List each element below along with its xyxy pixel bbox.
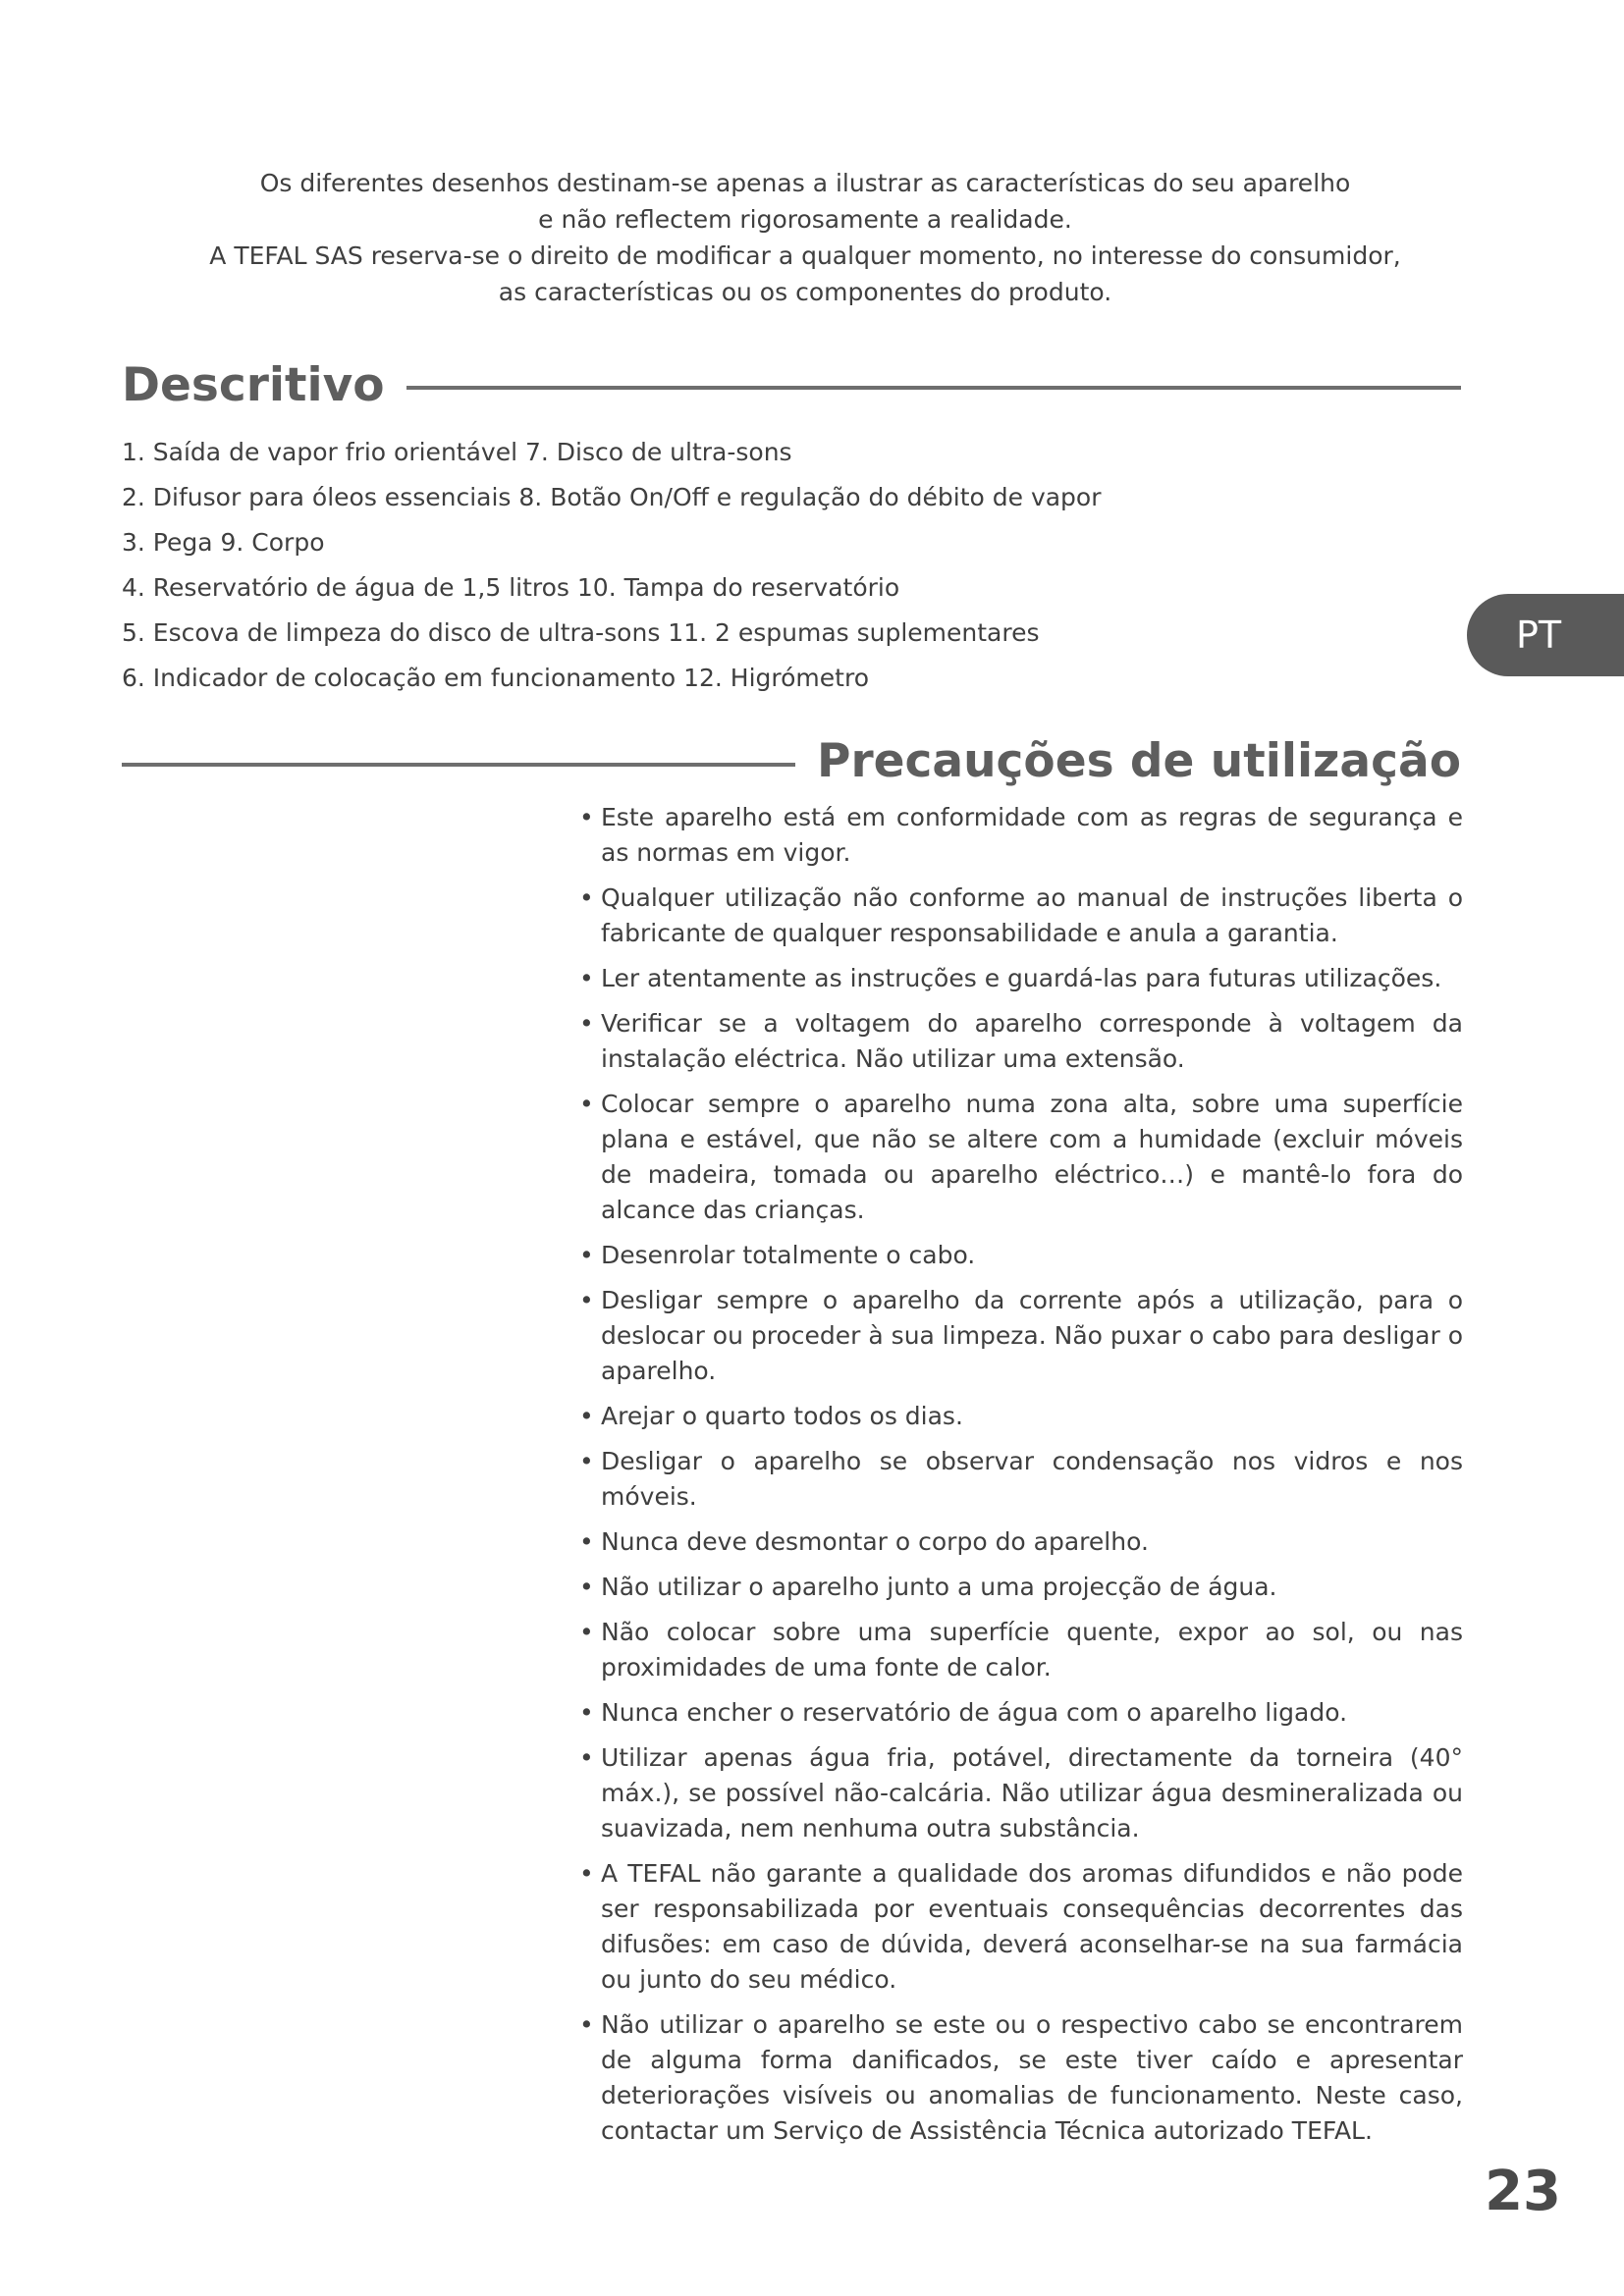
precaucao-item (579, 1006, 1463, 1077)
disclaimer-line: Os diferentes desenhos destinam-se apenas a ilustrar as características do seu aparelho (259, 169, 1351, 197)
descritivo-list (122, 430, 1398, 701)
bullet-icon: • (579, 1009, 594, 1038)
precaucao-item (579, 1238, 1463, 1273)
precaucao-text: Nunca deve desmontar o corpo do aparelho. (601, 1527, 1149, 1556)
descritivo-item: 3. Pega 9. Corpo (122, 528, 325, 557)
descritivo-title: Descritivo (122, 358, 385, 412)
descritivo-item: 2. Difusor para óleos essenciais 8. Botão On/Off e regulação do débito de vapor (122, 483, 1102, 511)
precaucao-item (579, 1444, 1463, 1515)
precaucao-item (579, 1570, 1463, 1605)
precaucao-item (579, 2007, 1463, 2149)
bullet-icon: • (579, 1618, 594, 1646)
bullet-icon: • (579, 1286, 594, 1314)
precaucao-item (579, 881, 1463, 951)
precaucao-text: Este aparelho está em conformidade com as regras de segurança e as normas em vigor. (601, 803, 1463, 867)
descritivo-header (122, 358, 1461, 412)
precaucao-text: Ler atentamente as instruções e guardá-las para futuras utilizações. (601, 964, 1442, 992)
precaucoes-title: Precauções de utilização (817, 734, 1461, 788)
precaucao-text: Não colocar sobre uma superfície quente, expor ao sol, ou nas proximidades de uma fonte de calor. (601, 1618, 1463, 1682)
precaucao-item (579, 800, 1463, 871)
precaucao-item (579, 1695, 1463, 1731)
descritivo-item: 5. Escova de limpeza do disco de ultra-sons 11. 2 espumas suplementares (122, 618, 1040, 647)
precaucoes-header (122, 734, 1461, 788)
descritivo-item: 4. Reservatório de água de 1,5 litros 10. Tampa do reservatório (122, 573, 900, 602)
bullet-icon: • (579, 1698, 594, 1727)
precaucao-text: Desligar o aparelho se observar condensação nos vidros e nos móveis. (601, 1447, 1463, 1511)
precaucoes-list (579, 800, 1463, 2159)
precaucao-text: Nunca encher o reservatório de água com o aparelho ligado. (601, 1698, 1348, 1727)
precaucao-text: Desligar sempre o aparelho da corrente após a utilização, para o deslocar ou proceder à sua limpeza. Não puxar o cabo para desligar o aparelho. (601, 1286, 1463, 1385)
disclaimer-line: e não reflectem rigorosamente a realidade. (538, 205, 1072, 234)
precaucao-item (579, 1740, 1463, 1846)
bullet-icon: • (579, 1402, 594, 1430)
bullet-icon: • (579, 803, 594, 831)
precaucao-item (579, 1283, 1463, 1389)
bullet-icon: • (579, 1090, 594, 1118)
precaucao-text: Não utilizar o aparelho junto a uma projecção de água. (601, 1573, 1277, 1601)
precaucao-item (579, 1615, 1463, 1685)
section-divider (122, 763, 795, 767)
precaucao-text: Utilizar apenas água fria, potável, directamente da torneira (40° máx.), se possível não-calcária. Não utilizar água desmineralizada ou suavizada, nem nenhuma outra substância. (601, 1743, 1463, 1842)
bullet-icon: • (579, 964, 594, 992)
disclaimer (167, 165, 1443, 310)
precaucao-item (579, 1856, 1463, 1998)
precaucao-text: Colocar sempre o aparelho numa zona alta, sobre uma superfície plana e estável, que não se altere com a humidade (excluir móveis de madeira, tomada ou aparelho eléctrico…) e mantê-lo fora do alcance das crianças. (601, 1090, 1463, 1224)
bullet-icon: • (579, 1241, 594, 1269)
bullet-icon: • (579, 1573, 594, 1601)
language-tab: PT (1467, 594, 1624, 676)
bullet-icon: • (579, 1447, 594, 1475)
bullet-icon: • (579, 1743, 594, 1772)
descritivo-item: 1. Saída de vapor frio orientável 7. Disco de ultra-sons (122, 438, 792, 466)
disclaimer-line: A TEFAL SAS reserva-se o direito de modificar a qualquer momento, no interesse do consumidor, (209, 241, 1401, 270)
bullet-icon: • (579, 1527, 594, 1556)
bullet-icon: • (579, 2010, 594, 2039)
section-divider (406, 386, 1461, 390)
precaucao-text: Arejar o quarto todos os dias. (601, 1402, 963, 1430)
bullet-icon: • (579, 1859, 594, 1888)
bullet-icon: • (579, 883, 594, 912)
page-number: 23 (1485, 2160, 1561, 2223)
precaucao-text: A TEFAL não garante a qualidade dos aromas difundidos e não pode ser responsabilizada por eventuais consequências decorrentes das difusões: em caso de dúvida, deverá aconselhar-se na sua farmácia ou junto do seu médico. (601, 1859, 1463, 1994)
precaucao-item (579, 1087, 1463, 1228)
precaucao-item (579, 1524, 1463, 1560)
precaucao-item (579, 1399, 1463, 1434)
precaucao-item (579, 961, 1463, 996)
precaucao-text: Desenrolar totalmente o cabo. (601, 1241, 976, 1269)
descritivo-item: 6. Indicador de colocação em funcionamento 12. Higrómetro (122, 664, 869, 692)
precaucao-text: Não utilizar o aparelho se este ou o respectivo cabo se encontrarem de alguma forma danificados, se este tiver caído e apresentar deteriorações visíveis ou anomalias de funcionamento. Neste caso, contactar um Serviço de Assistência Técnica autorizado TEFAL. (601, 2010, 1463, 2145)
precaucao-text: Verificar se a voltagem do aparelho corresponde à voltagem da instalação eléctrica. Não utilizar uma extensão. (601, 1009, 1463, 1073)
precaucao-text: Qualquer utilização não conforme ao manual de instruções liberta o fabricante de qualquer responsabilidade e anula a garantia. (601, 883, 1463, 947)
disclaimer-line: as características ou os componentes do produto. (498, 278, 1112, 306)
